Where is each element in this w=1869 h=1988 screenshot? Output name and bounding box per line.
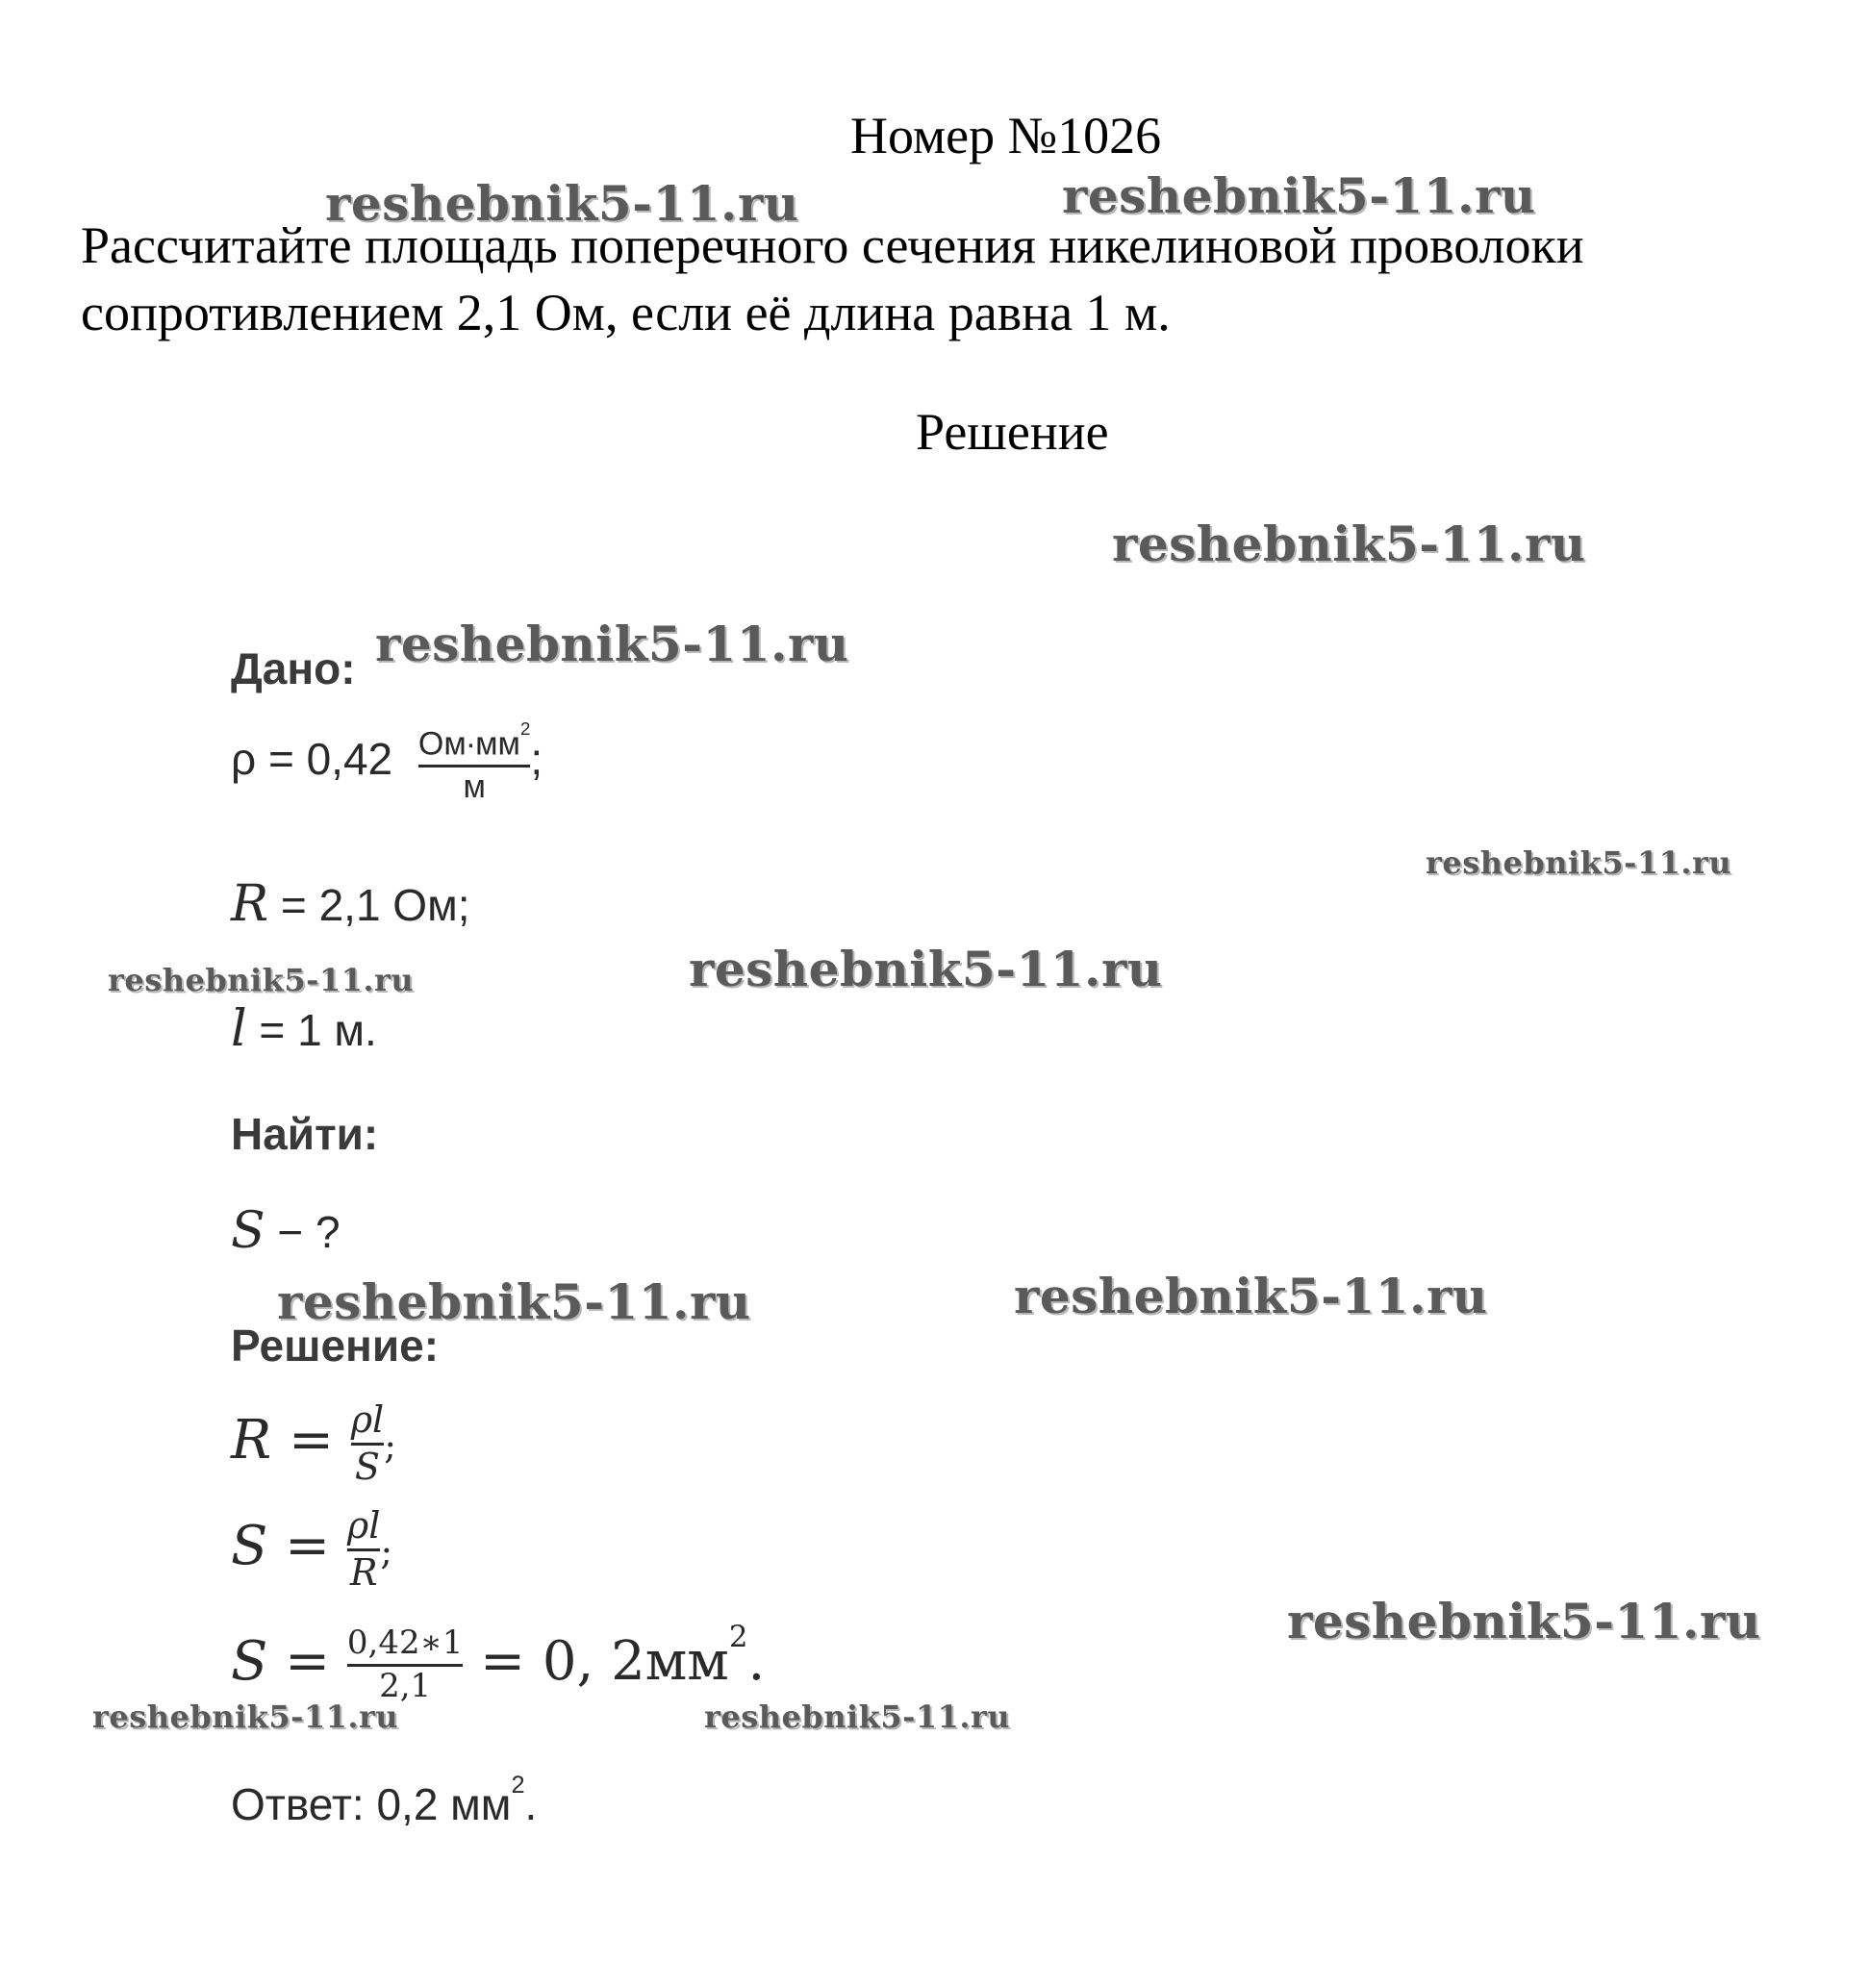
watermark: reshebnik5-11.ru [1112, 516, 1586, 572]
watermark: reshebnik5-11.ru [704, 1699, 1011, 1735]
eq2-fraction [347, 1506, 381, 1594]
answer-end: . [524, 1778, 538, 1829]
S-question: − ? [265, 1207, 341, 1257]
equation-2 [231, 1506, 392, 1594]
eq2-denominator: R [349, 1550, 378, 1594]
watermark: reshebnik5-11.ru [1062, 167, 1536, 224]
work-label: Решение: [231, 1321, 440, 1371]
eq2-end: ; [380, 1529, 393, 1573]
eq1-end: ; [384, 1423, 396, 1467]
answer-line [231, 1772, 537, 1830]
eq3-superscript: 2 [728, 1620, 748, 1654]
eq3-denominator: 2,1 [379, 1666, 432, 1705]
rho-line [231, 719, 543, 805]
page-title: Номер №1026 [850, 107, 1162, 164]
watermark: reshebnik5-11.ru [375, 616, 849, 672]
eq1-fraction [351, 1400, 385, 1488]
l-value: = 1 м. [246, 1005, 377, 1055]
eq1-numerator: ρl [350, 1398, 385, 1441]
watermark: reshebnik5-11.ru [325, 175, 799, 232]
fraction-bar [418, 765, 530, 768]
resistance-line [231, 875, 470, 933]
eq3-numerator: 0,42∗1 [346, 1623, 464, 1663]
watermark: reshebnik5-11.ru [1287, 1593, 1761, 1649]
rho-unit-numerator: $Ом\cdot мм^2$ [417, 718, 531, 763]
answer-superscript: 2 [511, 1772, 525, 1799]
rho-unit-denominator: м [463, 768, 486, 805]
problem-line-1: Рассчитайте площадь поперечного сечения никелиновой проволоки [81, 216, 1584, 274]
watermark: reshebnik5-11.ru [92, 1699, 399, 1735]
watermark: reshebnik5-11.ru [689, 941, 1163, 997]
eq3-end: . [747, 1629, 766, 1693]
problem-line-2: сопротивлением 2,1 Ом, если её длина равна 1 м. [81, 284, 1171, 341]
rho-unit-fraction [418, 719, 530, 805]
given-label: Дано: [231, 643, 356, 693]
equation-1 [231, 1400, 396, 1488]
watermark: reshebnik5-11.ru [277, 1273, 751, 1330]
eq1-denominator: S [354, 1445, 380, 1488]
eq3-lhs: S = [231, 1629, 347, 1693]
R-symbol: R [231, 875, 269, 933]
watermark: reshebnik5-11.ru [108, 962, 415, 998]
watermark: reshebnik5-11.ru [1426, 844, 1732, 881]
eq2-numerator: ρl [346, 1504, 381, 1547]
eq1-lhs: R = [231, 1408, 351, 1472]
length-line [231, 1000, 377, 1058]
rho-prefix: ρ = 0,42 [231, 733, 393, 784]
eq3-fraction [347, 1625, 463, 1704]
equation-3 [231, 1620, 765, 1704]
watermark: reshebnik5-11.ru [1014, 1268, 1488, 1324]
find-line [231, 1202, 341, 1260]
S-symbol: S [231, 1202, 265, 1260]
rho-suffix: ; [530, 733, 543, 784]
solution-heading: Решение [916, 403, 1109, 461]
answer-text: Ответ: 0,2 мм [231, 1778, 512, 1829]
l-symbol: l [231, 1000, 247, 1058]
eq3-rhs: = 0, 2мм [463, 1629, 729, 1693]
find-label: Найти: [231, 1109, 379, 1159]
R-value: = 2,1 Ом; [268, 880, 470, 930]
eq2-lhs: S = [231, 1514, 347, 1577]
